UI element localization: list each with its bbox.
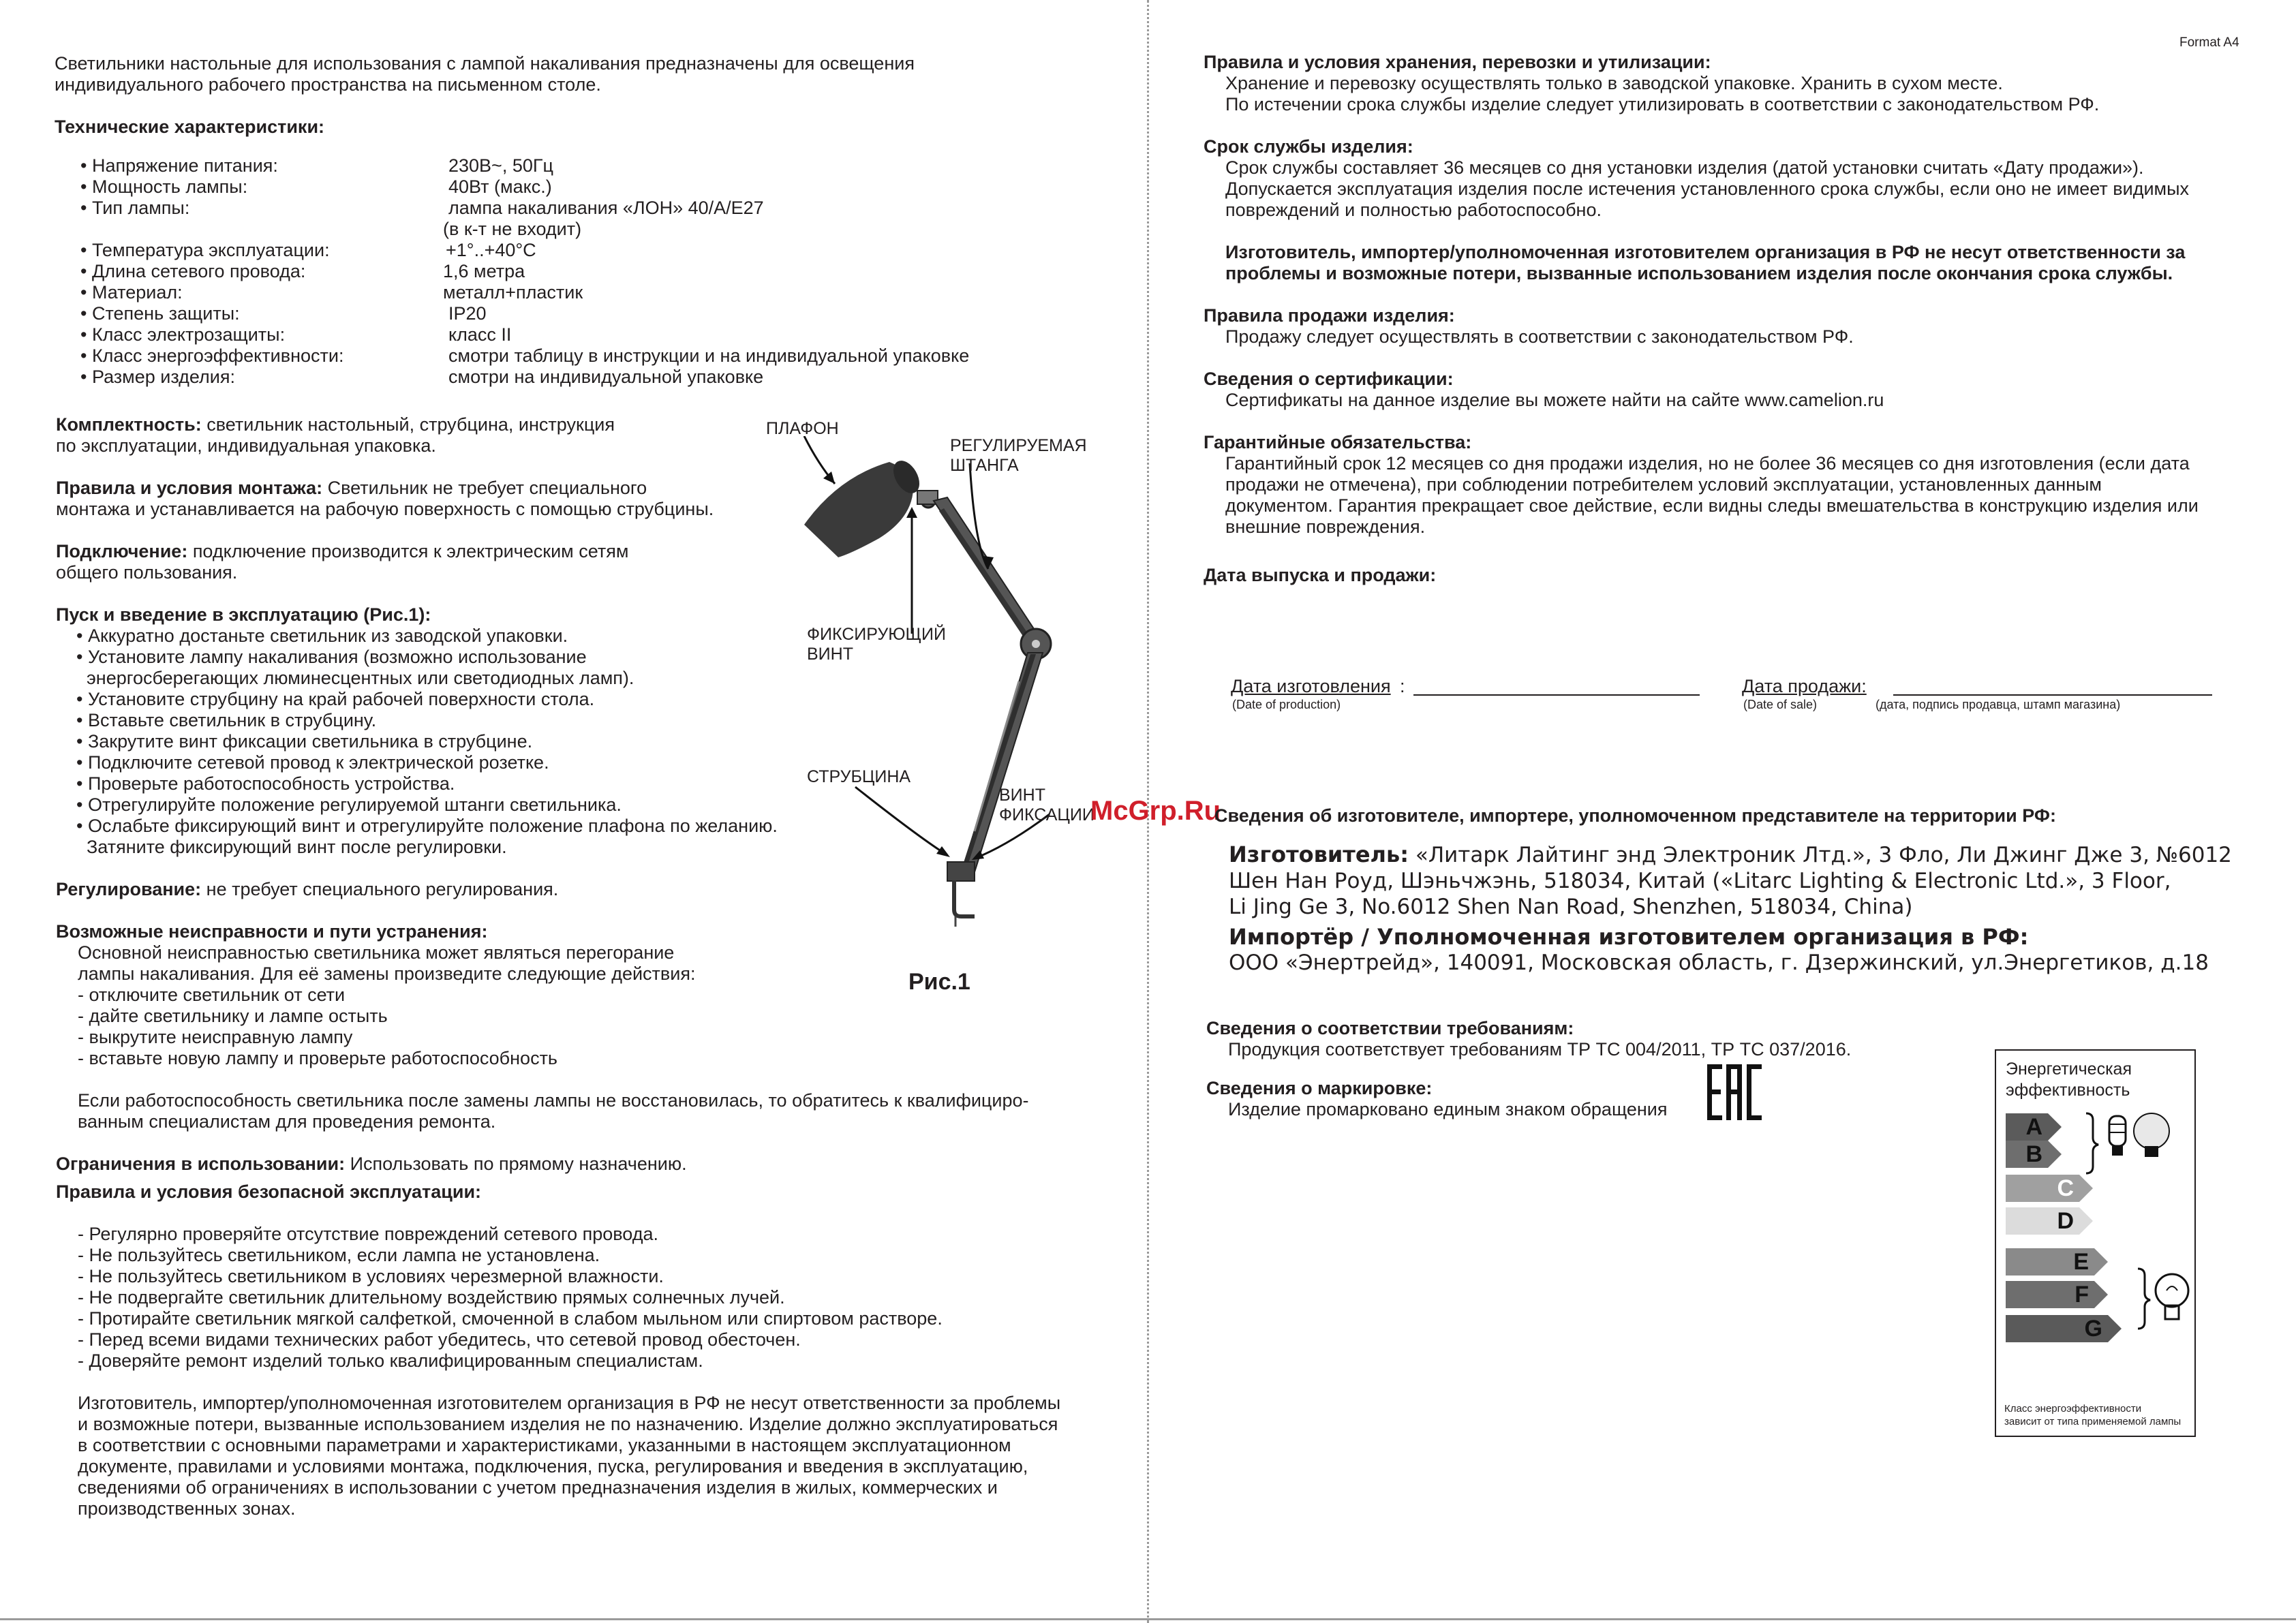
prod-date-label [1231, 676, 1391, 697]
sale-date-en: (Date of sale) [1743, 698, 1818, 711]
start-item: • Проверьте работоспособность устройства. [76, 773, 455, 794]
disclaimer-line: сведениями об ограничениях в использовании с учетом предназначения изделия в жилых, коммерческих и [78, 1477, 998, 1498]
warranty-line: продажи не отмечена), при соблюдении потребителем условий эксплуатации, установленных данным [1225, 474, 2102, 495]
mount-text-2: монтажа и устанавливается на рабочую поверхность с помощью струбцины. [56, 499, 714, 519]
spec-title: Технические характеристики: [55, 117, 325, 137]
spec-list [80, 155, 970, 388]
limits-title: Ограничения в использовании: [56, 1154, 346, 1174]
energy-class-label: C [2057, 1175, 2074, 1201]
safe-item: - Перед всеми видами технических работ убедитесь, что сетевой провод обесточен. [78, 1329, 801, 1350]
storage-line: Хранение и перевозку осуществлять только в заводской упаковке. Хранить в сухом месте. [1225, 73, 2003, 93]
life-line: Допускается эксплуатация изделия после истечения установленного срока службы, если оно не имеет видимых [1225, 179, 2190, 199]
figure-caption: Рис.1 [908, 969, 970, 995]
mount-title: Правила и условия монтажа: [56, 478, 323, 498]
faults-note [56, 1090, 1141, 1132]
label-plafon: ПЛАФОН [766, 419, 839, 438]
sale-date-note: (дата, подпись продавца, штамп магазина) [1876, 698, 2121, 711]
right-column [1204, 52, 2267, 586]
energy-class-label: G [2084, 1316, 2102, 1342]
life-bold-line: Изготовитель, импортер/уполномоченная изготовителем организация в РФ не несут ответственности за [1225, 242, 2186, 262]
manufacturer-line: «Литарк Лайтинг энд Электроник Лтд.», 3 Фло, Ли Джинг Дже 3, №6012 [1409, 843, 2232, 867]
disclaimer [56, 1393, 1141, 1519]
start-item: • Установите струбцину на край рабочей поверхности стола. [76, 689, 595, 709]
energy-scale [1996, 1051, 2194, 1436]
life-bold-line: проблемы и возможные потери, вызванные использованием изделия после окончания срока службы. [1225, 263, 2173, 283]
prod-date-colon: : [1400, 676, 1405, 696]
intro-line: Светильники настольные для использования с лампой накаливания предназначены для освещения [55, 53, 915, 74]
warranty-title: Гарантийные обязательства: [1204, 432, 1472, 452]
spec-value: +1°..+40°C [446, 240, 536, 260]
energy-footer-line: Класс энергоэффективности [2004, 1403, 2142, 1415]
compliance-text: Продукция соответствует требованиям ТР ТС 004/2011, ТР ТС 037/2016. [1228, 1039, 1852, 1060]
warranty-line: документом. Гарантия прекращает свое действие, если видны следы вмешательства в конструкцию изделия или [1225, 495, 2199, 516]
storage-title: Правила и условия хранения, перевозки и утилизации: [1204, 52, 1711, 72]
label-rod [950, 436, 1087, 476]
brace-ab [2086, 1113, 2098, 1173]
info-title: Сведения об изготовителе, импортере, уполномоченном представителе на территории РФ: [1214, 805, 2056, 826]
eac-icon [1707, 1064, 1762, 1120]
spec-label: • Материал: [80, 282, 183, 303]
adjust-title: Регулирование: [56, 879, 202, 899]
spec-row [80, 345, 970, 367]
cert-title: Сведения о сертификации: [1204, 369, 1454, 389]
spec-label: • Класс электрозащиты: [80, 324, 286, 345]
warranty-text [1204, 453, 2267, 538]
brace-ef [2138, 1269, 2150, 1329]
spec-label: • Размер изделия: [80, 367, 235, 387]
kit-text-2: по эксплуатации, индивидуальная упаковка. [56, 435, 436, 456]
manufacturer-line: Li Jing Ge 3, No.6012 Shen Nan Road, Shenzhen, 518034, China) [1229, 895, 1913, 919]
importer-text: ООО «Энертрейд», 140091, Московская область, г. Дзержинский, ул.Энергетиков, д.18 [1229, 950, 2209, 975]
spec-value: 230В~, 50Гц [448, 155, 553, 176]
faults-steps [56, 985, 737, 1069]
life-text [1204, 157, 2267, 284]
manufacturer-block [1229, 841, 2251, 976]
safe-item: - Не пользуйтесь светильником, если лампа не установлена. [78, 1245, 600, 1265]
start-item: • Закрутите винт фиксации светильника в струбцине. [76, 731, 533, 752]
limits-text: Использовать по прямому назначению. [345, 1154, 687, 1174]
start-item: • Отрегулируйте положение регулируемой штанги светильника. [76, 794, 622, 815]
safe-list [56, 1224, 1141, 1372]
spec-row [80, 261, 525, 282]
energy-bar-g [2006, 1315, 2122, 1342]
faults-note-line: ванным специалистам для проведения ремонта. [78, 1111, 496, 1132]
energy-class-label: E [2073, 1249, 2089, 1275]
spec-row [80, 367, 764, 388]
safe-item: - Доверяйте ремонт изделий только квалифицированным специалистам. [78, 1350, 703, 1371]
cfl-bulb-icon [2109, 1116, 2126, 1156]
incandescent-bulb-icon [2156, 1274, 2188, 1319]
spec-row [80, 303, 487, 324]
energy-class-label: B [2025, 1141, 2042, 1167]
safe-title: Правила и условия безопасной эксплуатации: [56, 1181, 482, 1202]
disclaimer-line: в соответствии с основными параметрами и характеристиками, указанными в настоящем эксплуатационном [78, 1435, 1011, 1455]
label-fix [999, 786, 1095, 825]
label-fix-line: ФИКСАЦИИ [999, 805, 1095, 824]
start-item: • Установите лампу накаливания (возможно использование [76, 647, 587, 667]
spec-value: 1,6 метра [443, 261, 525, 281]
warranty-line: Гарантийный срок 12 месяцев со дня продажи изделия, но не более 36 месяцев со дня изготовления (если дата [1225, 453, 2190, 474]
faults-step: - дайте светильнику и лампе остыть [78, 1006, 388, 1026]
spec-value: (в к-т не входит) [443, 219, 582, 239]
dates-title: Дата выпуска и продажи: [1204, 565, 1437, 585]
compliance-title: Сведения о соответствии требованиям: [1206, 1018, 1574, 1038]
disclaimer-line: производственных зонах. [78, 1498, 296, 1519]
led-bulb-icon [2134, 1113, 2169, 1157]
intro-line: индивидуального рабочего пространства на письменном столе. [55, 74, 601, 95]
spec-label: • Тип лампы: [80, 198, 190, 218]
label-screw-line: ВИНТ [807, 645, 853, 664]
adjust-text: не требует специального регулирования. [201, 879, 559, 899]
life-title: Срок службы изделия: [1204, 136, 1413, 157]
start-title: Пуск и введение в эксплуатацию (Рис.1): [56, 604, 431, 625]
bottom-rule [0, 1618, 2296, 1620]
disclaimer-line: Изготовитель, импортер/уполномоченная изготовителем организация в РФ не несут ответственности за проблемы [78, 1393, 1061, 1413]
energy-title-line: Энергетическая [2006, 1060, 2132, 1079]
spec-value: класс II [448, 324, 512, 345]
faults-line: Основной неисправностью светильника может являться перегорание [78, 942, 675, 963]
energy-title-line: эффективность [2006, 1081, 2130, 1100]
intro-block [55, 53, 1118, 95]
energy-footer-line: зависит от типа применяемой лампы [2004, 1416, 2182, 1427]
spec-row [80, 240, 536, 261]
energy-bar-e [2006, 1248, 2108, 1276]
clamp-arrow [855, 787, 947, 855]
spec-value: 40Вт (макс.) [448, 176, 552, 197]
label-screw [807, 625, 946, 664]
spec-label: • Напряжение питания: [80, 155, 278, 176]
energy-bar-d [2006, 1207, 2093, 1235]
sale-date-field[interactable] [1893, 694, 2212, 696]
faults-line: лампы накаливания. Для её замены произведите следующие действия: [78, 963, 696, 984]
disclaimer-line: документе, правилами и условиями монтажа, подключения, пуска, регулирования и введения в эксплуатацию, [78, 1456, 1028, 1477]
energy-class-label: A [2025, 1114, 2042, 1140]
spec-row [80, 155, 553, 176]
storage-line: По истечении срока службы изделие следует утилизировать в соответствии с законодательством РФ. [1225, 94, 2100, 114]
safe-item: - Не пользуйтесь светильником в условиях черезмерной влажности. [78, 1266, 664, 1286]
spec-label: • Степень защиты: [80, 303, 240, 324]
label-rod-line: РЕГУЛИРУЕМАЯ [950, 436, 1087, 455]
connect-text-2: общего пользования. [56, 562, 238, 583]
energy-bar-f [2006, 1281, 2108, 1308]
manufacturer-title: Изготовитель: [1229, 841, 1409, 867]
spec-row [80, 176, 552, 198]
kit-text: светильник настольный, струбцина, инструкция [201, 414, 615, 435]
faults-note-line: Если работоспособность светильника после замены лампы не восстановилась, то обратитесь к квалифициро- [78, 1090, 1029, 1111]
lamp-illustration [750, 436, 1131, 927]
compliance-section [1206, 1018, 1990, 1120]
spec-value: лампа накаливания «ЛОН» 40/А/Е27 [448, 198, 764, 218]
faults-desc [56, 942, 737, 985]
start-item: Затяните фиксирующий винт после регулировки. [76, 837, 507, 857]
watermark: McGrp.Ru [1090, 796, 1221, 826]
spec-label: • Температура эксплуатации: [80, 240, 330, 260]
energy-bar-c [2006, 1175, 2093, 1202]
importer-title: Импортёр / Уполномоченная изготовителем организация в РФ: [1229, 924, 2029, 950]
safe-item: - Не подвергайте светильник длительному воздействию прямых солнечных лучей. [78, 1287, 785, 1308]
faults-step: - отключите светильник от сети [78, 985, 346, 1005]
label-fix-line: ВИНТ [999, 786, 1045, 805]
sale-date-label: Дата продажи: [1742, 676, 1867, 696]
spec-label: • Класс энергоэффективности: [80, 345, 344, 366]
start-item: • Аккуратно достаньте светильник из заводской упаковки. [76, 625, 568, 646]
warranty-line: внешние повреждения. [1225, 516, 1426, 537]
spec-label: • Длина сетевого провода: [80, 261, 306, 281]
faults-title: Возможные неисправности и пути устранения: [56, 921, 488, 942]
faults-step: - вставьте новую лампу и проверьте работоспособность [78, 1048, 558, 1068]
prod-date-field[interactable] [1413, 694, 1700, 696]
connect-text: подключение производится к электрическим сетям [187, 541, 629, 561]
start-item: • Подключите сетевой провод к электрической розетке. [76, 752, 549, 773]
spec-label: • Мощность лампы: [80, 176, 248, 197]
safe-item: - Регулярно проверяйте отсутствие повреждений сетевого провода. [78, 1224, 659, 1244]
spec-row [80, 324, 512, 345]
label-screw-line: ФИКСИРУЮЩИЙ [807, 625, 946, 644]
marking-title: Сведения о маркировке: [1206, 1078, 1433, 1098]
energy-class-label: F [2075, 1282, 2089, 1308]
label-rod-line: ШТАНГА [950, 456, 1019, 475]
spec-value: IP20 [448, 303, 487, 324]
spec-value: смотри таблицу в инструкции и на индивидуальной упаковке [448, 345, 970, 366]
prod-date-en: (Date of production) [1232, 698, 1341, 711]
spec-row [80, 198, 764, 219]
spec-row [80, 282, 583, 303]
safe-item: - Протирайте светильник мягкой салфеткой, смоченной в слабом мыльном или спиртовом растворе. [78, 1308, 943, 1329]
marking-line [1206, 1099, 1990, 1120]
label-clamp: СТРУБЦИНА [807, 767, 911, 786]
sale-title: Правила продажи изделия: [1204, 305, 1455, 326]
start-list [56, 625, 778, 858]
connect-title: Подключение: [56, 541, 188, 561]
energy-footer [2004, 1402, 2181, 1428]
start-item: энергосберегающих люминесцентных или светодиодных ламп). [76, 668, 634, 688]
spec-row [80, 219, 582, 240]
kit-title: Комплектность: [56, 414, 202, 435]
energy-label [1995, 1049, 2196, 1437]
prod-date-label-text: Дата изготовления [1231, 676, 1391, 696]
manufacturer-line: Шен Нан Роуд, Шэньчжэнь, 518034, Китай («Litarc Lighting & Electronic Ltd.», 3 Floor, [1229, 869, 2171, 893]
marking-text: Изделие промарковано единым знаком обращения [1228, 1099, 1668, 1119]
format-label: Format A4 [2179, 35, 2239, 50]
storage-text [1204, 73, 2267, 115]
faults-step: - выкрутите неисправную лампу [78, 1027, 353, 1047]
mount-text: Светильник не требует специального [322, 478, 647, 498]
sale-text: Продажу следует осуществлять в соответствии с законодательством РФ. [1225, 326, 1854, 347]
start-item: • Ослабьте фиксирующий винт и отрегулируйте положение плафона по желанию. [76, 816, 778, 836]
disclaimer-line: и возможные потери, вызванные использованием изделия не по назначению. Изделие должно эксплуатироваться [78, 1414, 1058, 1434]
spec-value: металл+пластик [443, 282, 583, 303]
energy-class-label: D [2057, 1208, 2074, 1234]
life-line: повреждений и полностью работоспособно. [1225, 200, 1602, 220]
spec-value: смотри на индивидуальной упаковке [448, 367, 764, 387]
cert-text: Сертификаты на данное изделие вы можете найти на сайте www.camelion.ru [1225, 390, 1884, 410]
life-line: Срок службы составляет 36 месяцев со дня установки изделия (датой установки считать «Дату продажи»). [1225, 157, 2144, 178]
start-item: • Вставьте светильник в струбцину. [76, 710, 377, 730]
eac-mark [1707, 1064, 1762, 1124]
